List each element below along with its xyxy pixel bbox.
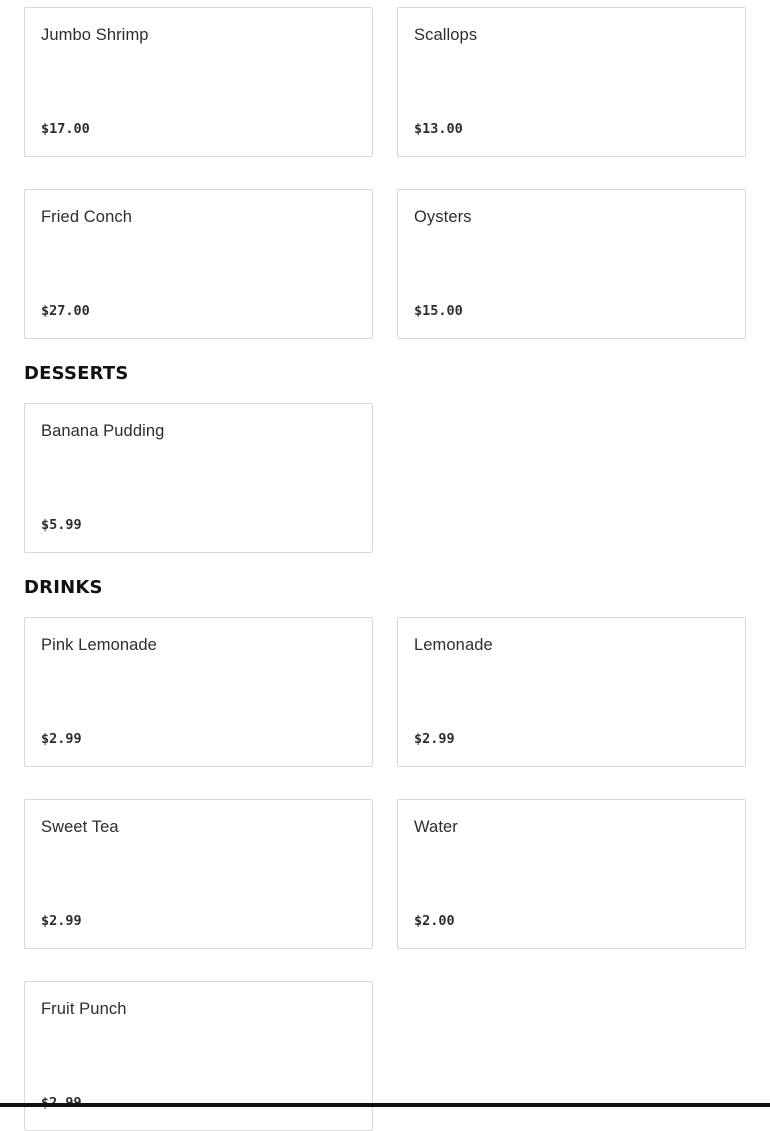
item-name: Oysters xyxy=(414,208,472,226)
menu-item-card[interactable] xyxy=(24,981,373,1131)
item-name: Banana Pudding xyxy=(41,422,165,440)
item-name: Jumbo Shrimp xyxy=(41,26,149,44)
menu-item-card[interactable] xyxy=(397,189,746,339)
item-price: $27.00 xyxy=(41,303,90,319)
item-price: $13.00 xyxy=(414,121,463,137)
item-price: $2.99 xyxy=(41,731,82,747)
item-price: $2.00 xyxy=(414,913,455,929)
item-name: Water xyxy=(414,818,458,836)
item-price: $2.99 xyxy=(41,913,82,929)
item-name: Scallops xyxy=(414,26,478,44)
item-name: Fried Conch xyxy=(41,208,132,226)
menu-item-card[interactable] xyxy=(24,189,373,339)
item-name: Sweet Tea xyxy=(41,818,119,836)
item-price: $5.99 xyxy=(41,517,82,533)
item-price: $15.00 xyxy=(414,303,463,319)
menu-item-card[interactable] xyxy=(24,799,373,949)
item-name: Pink Lemonade xyxy=(41,636,157,654)
item-name: Lemonade xyxy=(414,636,493,654)
item-name: Fruit Punch xyxy=(41,1000,127,1018)
item-price: $2.99 xyxy=(414,731,455,747)
menu-item-card[interactable] xyxy=(397,799,746,949)
menu-item-card[interactable] xyxy=(24,7,373,157)
item-price: $17.00 xyxy=(41,121,90,137)
section-title-desserts: DESSERTS xyxy=(24,363,129,384)
menu-item-card[interactable] xyxy=(24,617,373,767)
menu-item-card[interactable] xyxy=(24,403,373,553)
menu-item-card[interactable] xyxy=(397,7,746,157)
bottom-bar xyxy=(0,1103,770,1107)
section-title-drinks: DRINKS xyxy=(24,577,103,598)
menu-item-card[interactable] xyxy=(397,617,746,767)
